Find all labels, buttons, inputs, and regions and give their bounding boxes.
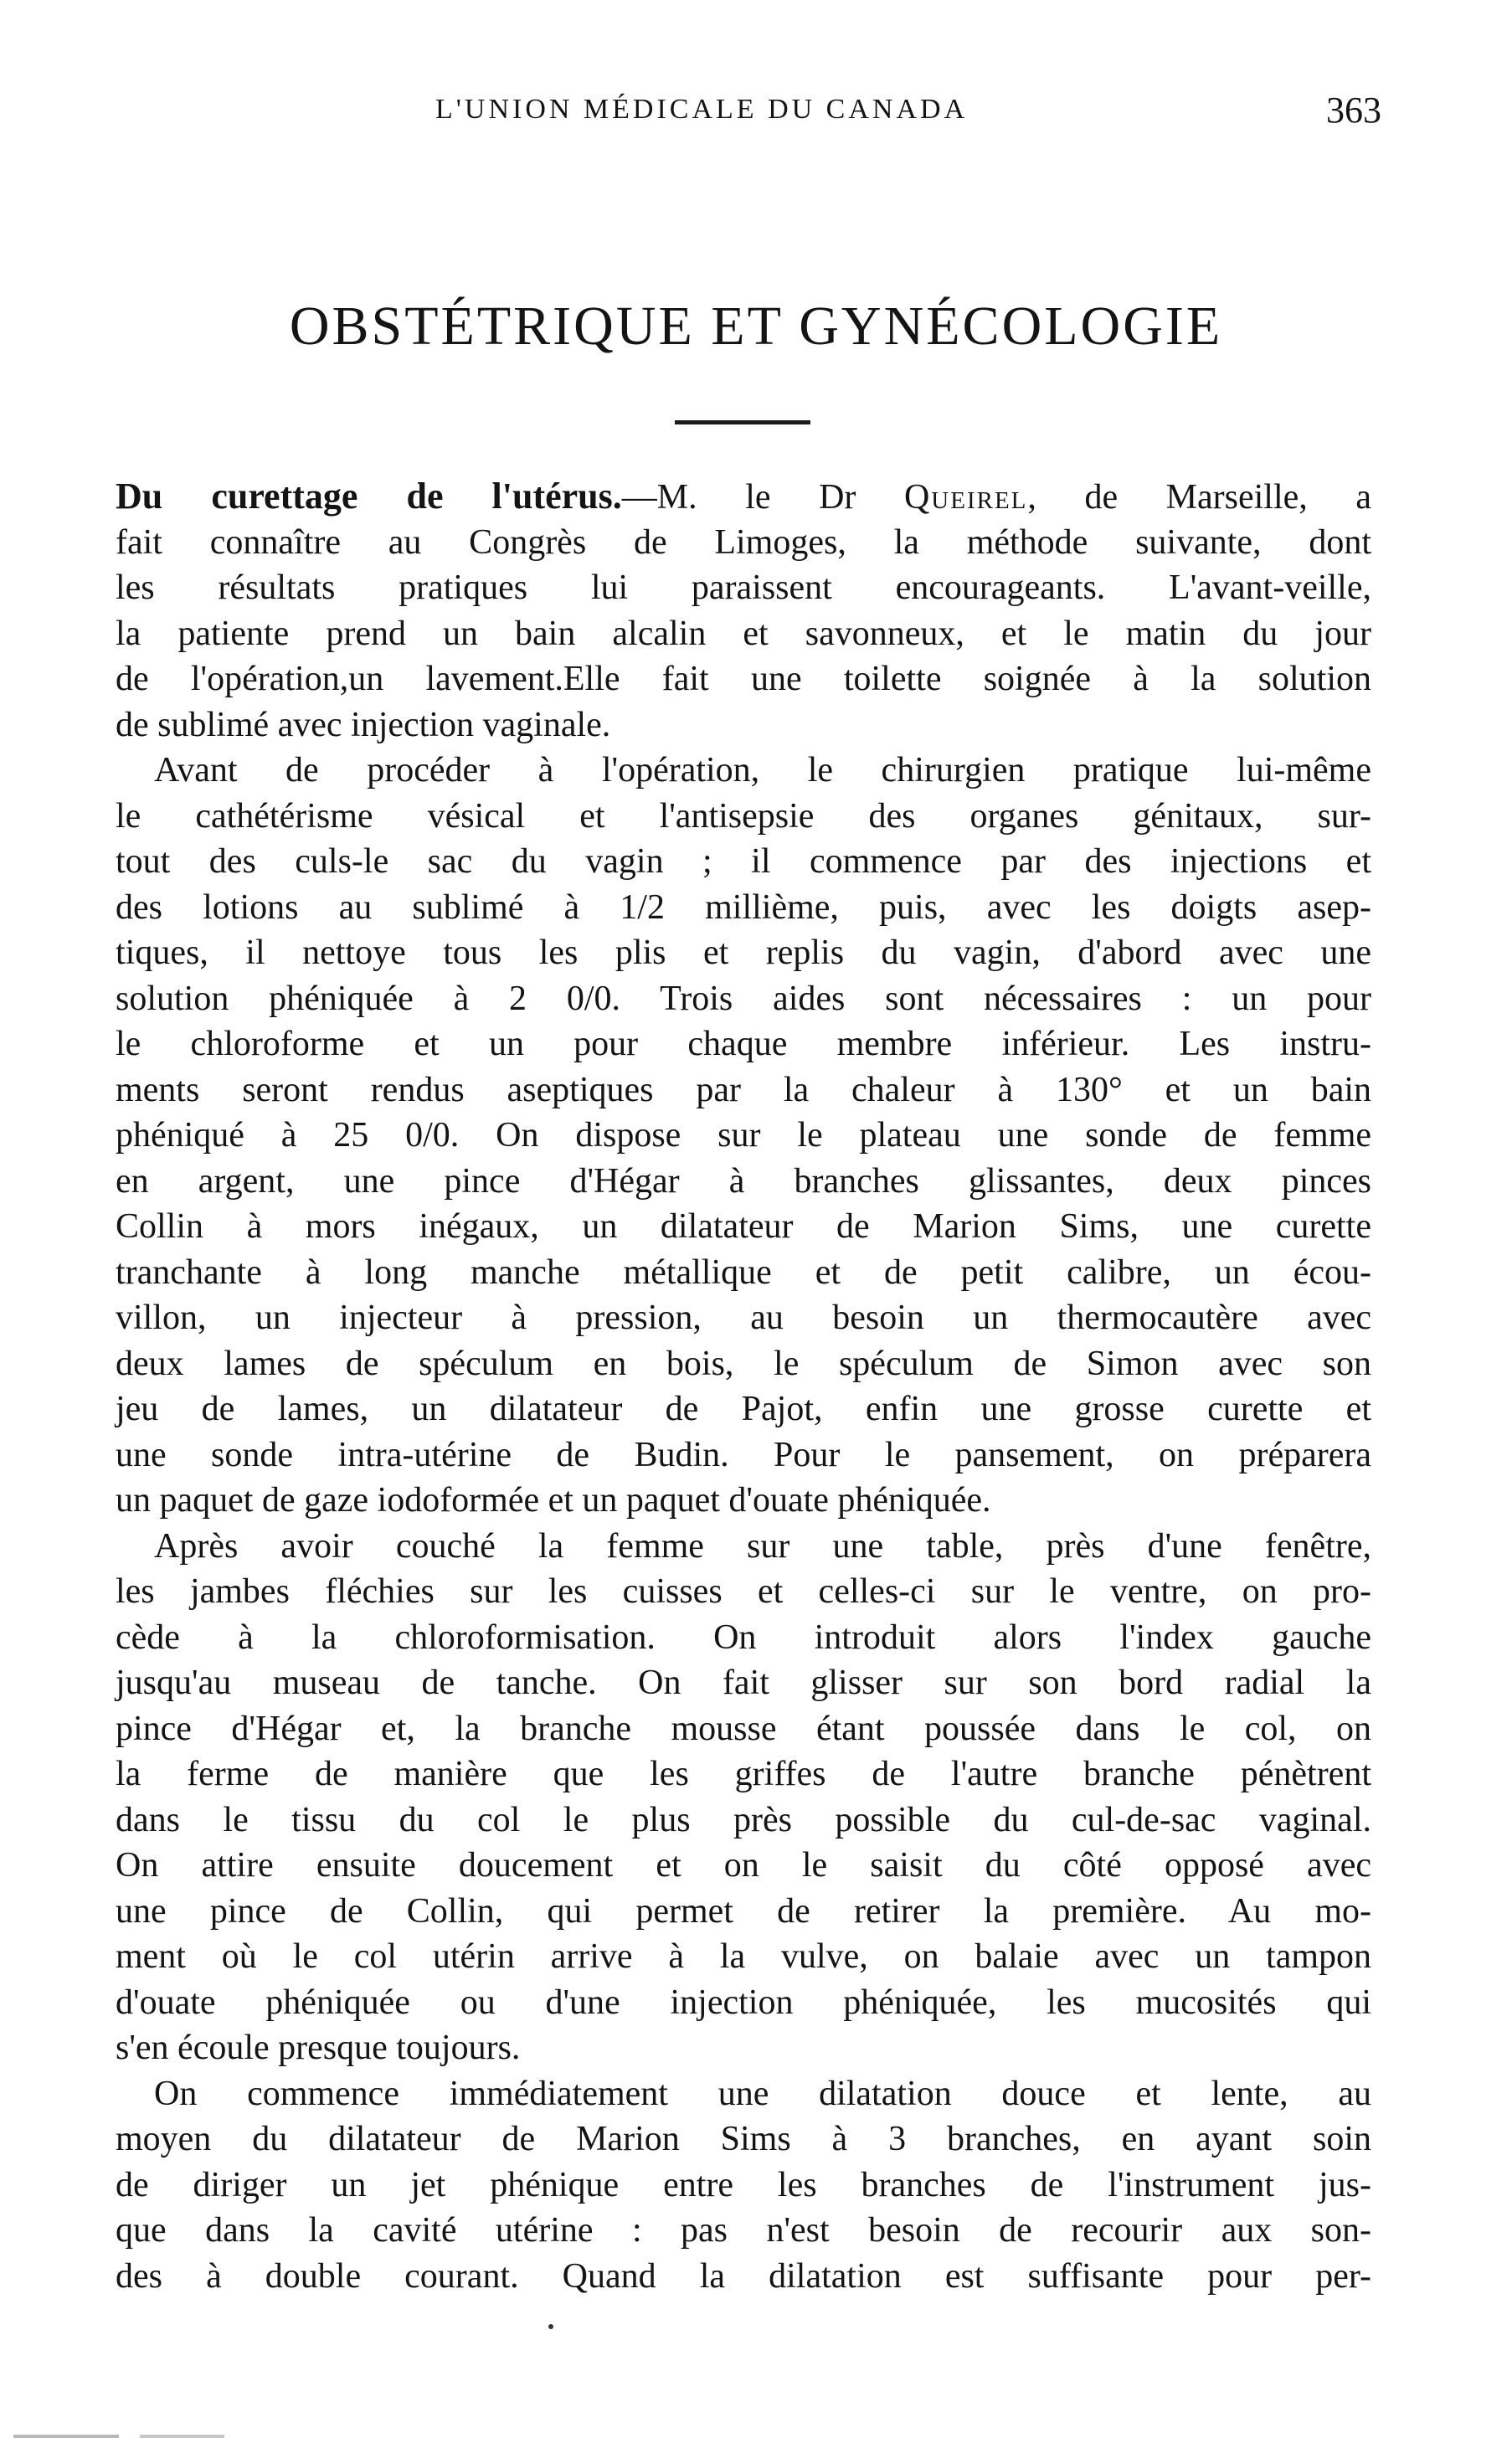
separator-dot (548, 2324, 553, 2329)
text-line: la patiente prend un bain alcalin et savonneux, et le matin du jour (116, 614, 1371, 653)
text-line: un paquet de gaze iodoformée et un paquet d'ouate phéniquée. (116, 1481, 991, 1520)
line-segment: , de Marseille, a (1027, 478, 1371, 517)
text-line: dans le tissu du col le plus près possible du cul-de-sac vaginal. (116, 1800, 1371, 1839)
text-line: s'en écoule presque toujours. (116, 2029, 521, 2067)
text-line: moyen du dilatateur de Marion Sims à 3 branches, en ayant soin (116, 2120, 1371, 2158)
text-line: une pince de Collin, qui permet de retirer la première. Au mo- (116, 1891, 1371, 1931)
text-line: en argent, une pince d'Hégar à branches glissantes, deux pinces (116, 1161, 1371, 1201)
text-line: solution phéniquée à 2 0/0. Trois aides sont nécessaires : un pour (116, 979, 1371, 1018)
text-line: la ferme de manière que les griffes de l'autre branche pénètrent (116, 1755, 1371, 1793)
line-segment: —M. le Dr (621, 478, 904, 517)
text-line: les jambes fléchies sur les cuisses et celles-ci sur le ventre, on pro- (116, 1572, 1371, 1611)
text-line: de diriger un jet phénique entre les branches de l'instrument jus- (116, 2165, 1371, 2204)
text-line: On commence immédiatement une dilatation douce et lente, au (154, 2074, 1371, 2113)
text-line: que dans la cavité utérine : pas n'est besoin de recourir aux son- (116, 2211, 1371, 2250)
text-line: le cathétérisme vésical et l'antisepsie des organes génitaux, sur- (116, 796, 1371, 836)
text-line: de l'opération,un lavement.Elle fait une toilette soignée à la solution (116, 660, 1371, 698)
text-line: d'ouate phéniquée ou d'une injection phéniquée, les mucosités qui (116, 1983, 1371, 2022)
text-line: deux lames de spéculum en bois, le spéculum de Simon avec son (116, 1344, 1371, 1383)
text-line: de sublimé avec injection vaginale. (116, 705, 611, 744)
title-rule (675, 420, 810, 424)
text-line: des à double courant. Quand la dilatation est suffisante pour per- (116, 2256, 1371, 2296)
text-line: cède à la chloroformisation. On introduit alors l'index gauche (116, 1618, 1371, 1657)
text-line: pince d'Hégar et, la branche mousse étant poussée dans le col, on (116, 1709, 1371, 1748)
text-line: tiques, il nettoye tous les plis et replis du vagin, d'abord avec une (116, 933, 1371, 972)
page-number: 363 (1326, 90, 1381, 131)
article-heading: Du curettage de l'utérus. (116, 476, 622, 517)
text-line: ment où le col utérin arrive à la vulve, on balaie avec un tampon (116, 1937, 1371, 1976)
section-title: OBSTÉTRIQUE ET GYNÉCOLOGIE (289, 296, 1223, 357)
text-line: On attire ensuite doucement et on le saisit du côté opposé avec (116, 1846, 1371, 1885)
text-line: villon, un injecteur à pression, au besoin un thermocautère avec (116, 1299, 1371, 1337)
text-line (116, 474, 1371, 520)
text-line: jeu de lames, un dilatateur de Pajot, enfin une grosse curette et (116, 1390, 1371, 1428)
text-line: le chloroforme et un pour chaque membre inférieur. Les instru- (116, 1025, 1371, 1063)
text-line: Après avoir couché la femme sur une table, près d'une fenêtre, (154, 1526, 1371, 1566)
text-line: tranchante à long manche métallique et de petit calibre, un écou- (116, 1252, 1371, 1292)
text-line: ments seront rendus aseptiques par la chaleur à 130° et un bain (116, 1070, 1371, 1109)
text-line: phéniqué à 25 0/0. On dispose sur le plateau une sonde de femme (116, 1116, 1371, 1155)
text-line: tout des culs-le sac du vagin ; il commence par des injections et (116, 842, 1371, 881)
text-line: Avant de procéder à l'opération, le chirurgien pratique lui-même (154, 751, 1371, 789)
author-name: Queirel (903, 478, 1028, 517)
article-body (116, 474, 1371, 2299)
scan-artifact (13, 2435, 365, 2438)
text-line: Collin à mors inégaux, un dilatateur de Marion Sims, une curette (116, 1207, 1371, 1246)
text-line: des lotions au sublimé à 1/2 millième, puis, avec les doigts asep- (116, 887, 1371, 927)
text-line: une sonde intra-utérine de Budin. Pour le pansement, on préparera (116, 1435, 1371, 1474)
text-line: les résultats pratiques lui paraissent encourageants. L'avant-veille, (116, 568, 1371, 607)
running-head: L'UNION MÉDICALE DU CANADA (435, 94, 969, 125)
text-line: jusqu'au museau de tanche. On fait glisser sur son bord radial la (116, 1664, 1371, 1702)
text-line: fait connaître au Congrès de Limoges, la méthode suivante, dont (116, 522, 1371, 562)
